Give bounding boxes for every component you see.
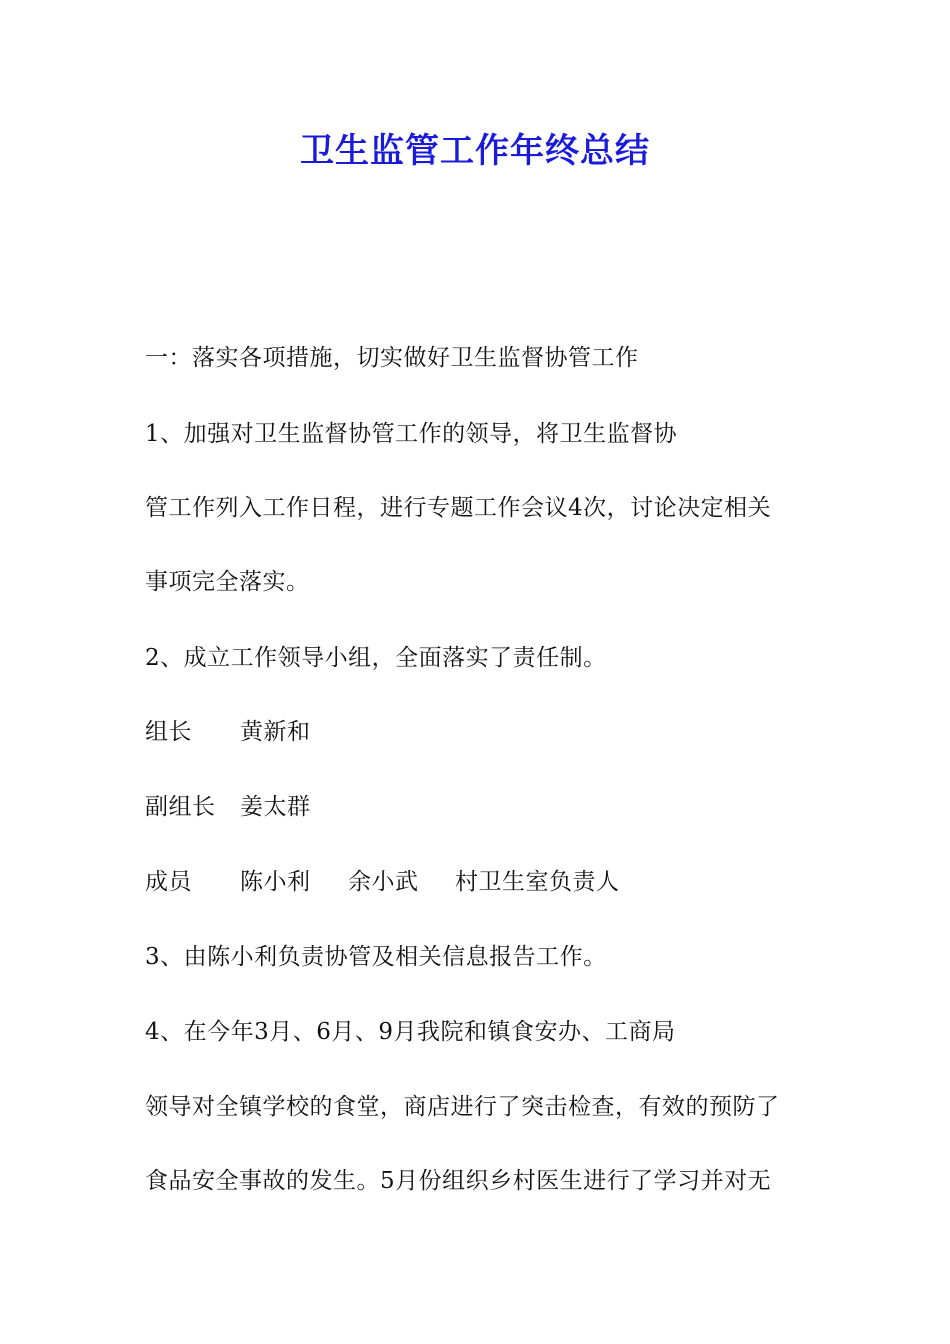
paragraph-line: 食品安全事故的发生。5月份组织乡村医生进行了学习并对无 [145,1168,772,1194]
paragraph-line: 管工作列入工作日程，进行专题工作会议4次，讨论决定相关 [145,495,772,521]
paragraph-line: 1、加强对卫生监督协管工作的领导，将卫生监督协 [145,421,678,447]
document-title: 卫生监管工作年终总结 [300,131,650,171]
members-label: 成员 [145,869,192,895]
section-heading: 一：落实各项措施，切实做好卫生监督协管工作 [145,345,639,371]
member-name: 余小武 [348,869,419,895]
leader-label: 组长 [145,719,192,745]
deputy-name: 姜太群 [240,794,311,820]
paragraph-line: 领导对全镇学校的食堂，商店进行了突击检查，有效的预防了 [145,1094,780,1120]
paragraph-line: 2、成立工作领导小组，全面落实了责任制。 [145,645,607,671]
paragraph-line: 4、在今年3月、6月、9月我院和镇食安办、工商局 [145,1019,676,1045]
paragraph-line: 3、由陈小利负责协管及相关信息报告工作。 [145,944,607,970]
member-name: 陈小利 [240,869,311,895]
leader-name: 黄新和 [240,719,311,745]
deputy-label: 副组长 [145,794,216,820]
paragraph-line: 事项完全落实。 [145,569,310,595]
member-name: 村卫生室负责人 [455,869,620,895]
